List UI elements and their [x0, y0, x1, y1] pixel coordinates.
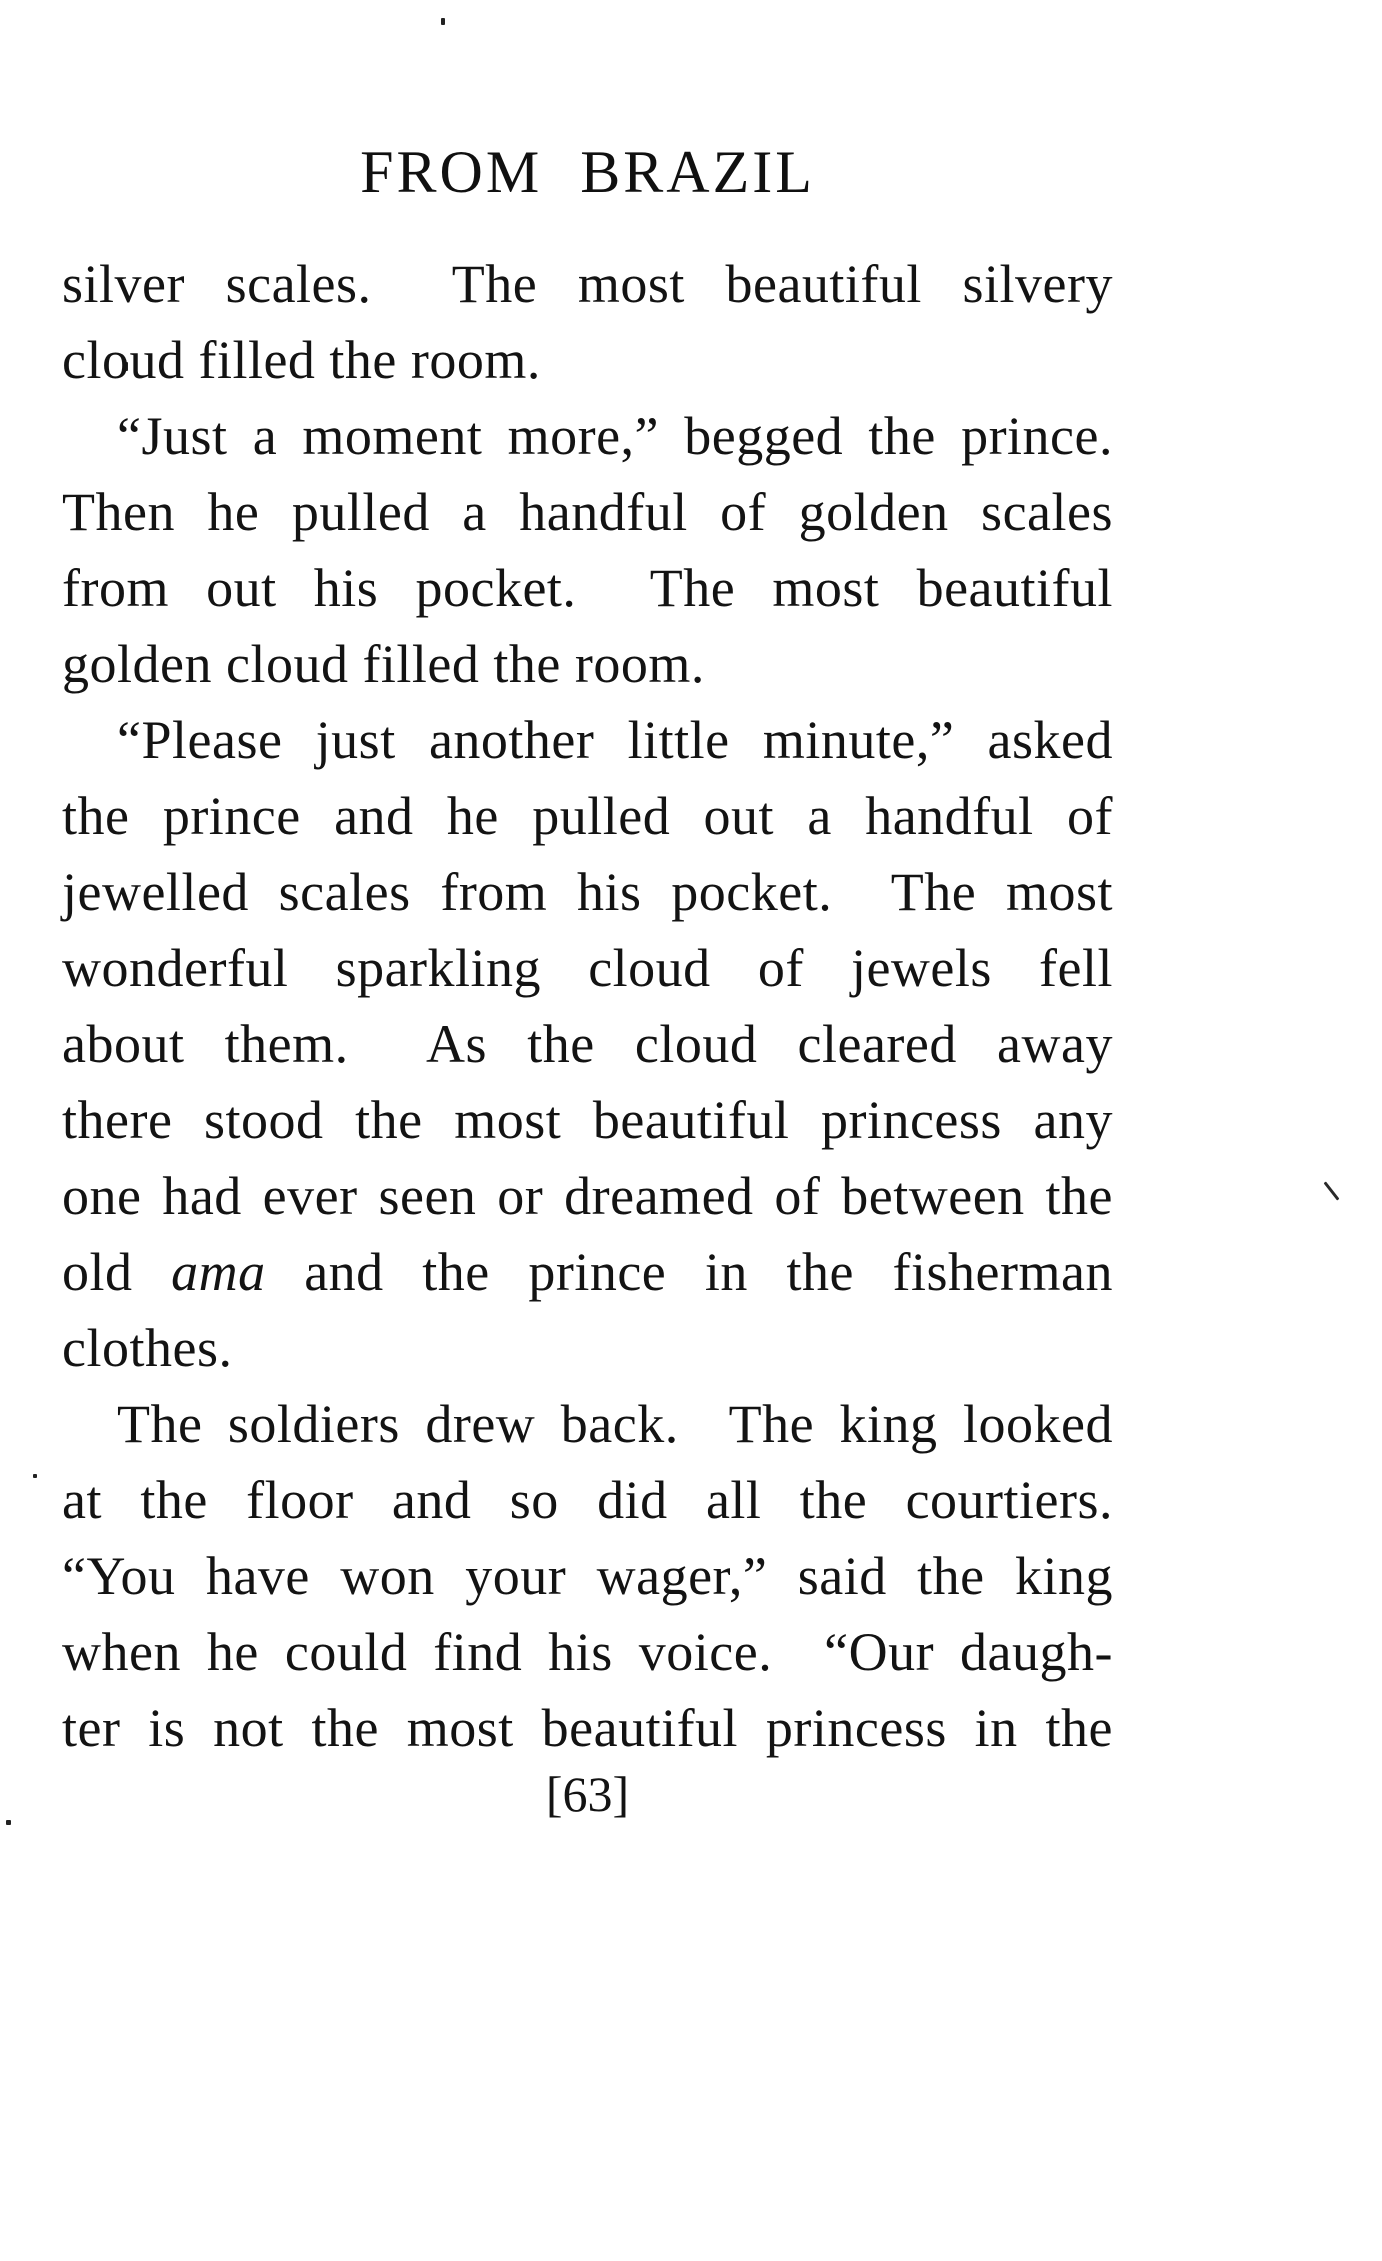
scan-speck — [441, 18, 445, 25]
text-line — [62, 322, 1113, 398]
text-line — [62, 1386, 1113, 1462]
line-text: cloud filled the room. — [62, 330, 541, 390]
line-text: when he could find his voice. “Our daugh- — [62, 1622, 1113, 1682]
line-text: one had ever seen or dreamed of between the — [62, 1166, 1113, 1226]
text-line — [62, 1462, 1113, 1538]
line-text: the prince and he pulled out a handful of — [62, 786, 1113, 846]
text-line — [62, 930, 1113, 1006]
line-text: clothes. — [62, 1318, 233, 1378]
text-line — [62, 778, 1113, 854]
text-line — [62, 1310, 1113, 1386]
line-text: “You have won your wager,” said the king — [62, 1546, 1113, 1606]
text-line — [62, 626, 1113, 702]
line-text: from out his pocket. The most beautiful — [62, 558, 1113, 618]
line-text: and the prince in the fisherman — [265, 1242, 1113, 1302]
text-line — [62, 398, 1113, 474]
page-body — [62, 246, 1113, 1766]
line-text: silver scales. The most beautiful silvery — [62, 254, 1113, 314]
line-text: golden cloud filled the room. — [62, 634, 705, 694]
line-text: jewelled scales from his pocket. The most — [62, 862, 1113, 922]
text-line — [62, 1234, 1113, 1310]
text-line — [62, 702, 1113, 778]
line-text: about them. As the cloud cleared away — [62, 1014, 1113, 1074]
text-line — [62, 1006, 1113, 1082]
line-text: old — [62, 1242, 172, 1302]
page-number: [63] — [545, 1766, 630, 1822]
line-text: Then he pulled a handful of golden scales — [62, 482, 1113, 542]
line-text: “Just a moment more,” begged the prince. — [117, 406, 1113, 466]
line-text: at the floor and so did all the courtiers. — [62, 1470, 1113, 1530]
text-line — [62, 246, 1113, 322]
text-line — [62, 1082, 1113, 1158]
text-line — [62, 550, 1113, 626]
italic-word: ama — [171, 1242, 266, 1302]
line-text: ter is not the most beautiful princess in the — [62, 1698, 1113, 1758]
scan-speck — [6, 1820, 11, 1825]
line-text: wonderful sparkling cloud of jewels fell — [62, 938, 1113, 998]
line-text: The soldiers drew back. The king looked — [117, 1394, 1113, 1454]
text-line — [62, 1158, 1113, 1234]
text-line — [62, 1538, 1113, 1614]
text-line — [62, 1690, 1113, 1766]
scan-speck — [1324, 1181, 1340, 1200]
scan-speck — [33, 1474, 37, 1478]
text-line — [62, 474, 1113, 550]
page-title: FROM BRAZIL — [360, 139, 815, 205]
text-line — [62, 854, 1113, 930]
text-line — [62, 1614, 1113, 1690]
line-text: there stood the most beautiful princess any — [62, 1090, 1113, 1150]
line-text: “Please just another little minute,” asked — [117, 710, 1113, 770]
